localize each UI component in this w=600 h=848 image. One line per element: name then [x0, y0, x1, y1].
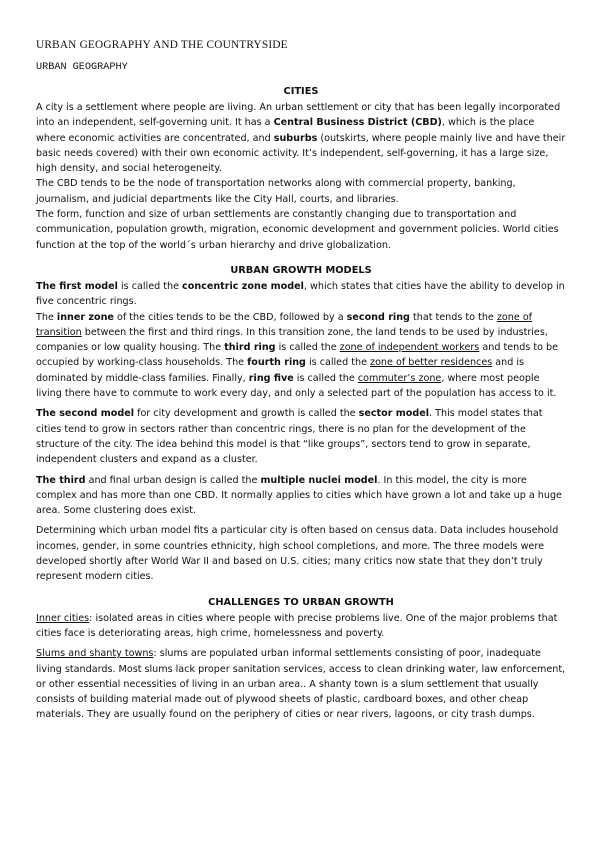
bold-term: sector model: [358, 408, 430, 420]
text-run: and tends to be occupied by working-class households. The: [36, 342, 559, 369]
text-run: that tends to the: [409, 311, 497, 323]
text-run: A city is a settlement where people are living. An urban settlement or city that has been legally incorporated into an independent, self-governing unit. It has a: [36, 102, 561, 129]
bold-term: third ring: [224, 342, 276, 354]
bold-term: concentric zone model: [182, 280, 304, 292]
underlined-term: Slums and shanty towns: [36, 648, 154, 660]
underlined-term: Inner cities: [36, 612, 90, 624]
bold-term: The second model: [36, 408, 135, 420]
bold-term: The first model: [36, 280, 118, 292]
challenges-heading: CHALLENGES TO URBAN GROWTH: [208, 596, 394, 608]
text-run: : slums are populated urban informal settlements consisting of poor, inadequate living standards. Most slums lack proper sanitation services, access to clean drinking water, law enforcement, or other essential necessities of living in an urban area.. A shanty town is a slum settlement that usually consists of building material made out of plywood sheets of plastic, cardboard boxes, and other cheap materials. They are usually found on the periphery of cities or near rivers, lagoons, or city trash dumps.: [36, 648, 566, 721]
text-run: . In this model, the city is more complex and has more than one CBD. It normally applies to cities which have grown a lot and take up a huge area. Some clustering does exist.: [36, 474, 562, 517]
document-subtitle: URBAN GEOGRAPHY: [36, 62, 128, 73]
cities-heading: CITIES: [283, 86, 319, 97]
bold-term-cbd: Central Business District (CBD): [273, 117, 442, 129]
cities-paragraph-2: The CBD tends to be the node of transportation networks along with commercial property, banking, journalism, and judicial departments like the City Hall, courts, and libraries.: [36, 178, 516, 205]
underlined-term: commuter’s zone: [357, 372, 442, 384]
cities-paragraph-1: [36, 100, 566, 176]
text-run: : isolated areas in cities where people with precise problems live. One of the major problems that cities face is deteriorating areas, high crime, homelessness and poverty.: [36, 612, 558, 639]
text-run: (outskirts, where people mainly live and have their basic needs covered) with their own economic activity. It’s independent, self-governing, it has a large size, high density, and social heterogeneity.: [36, 132, 566, 175]
bold-term: The third: [36, 474, 86, 486]
text-run: is called the: [305, 357, 371, 369]
bold-term: inner zone: [56, 311, 114, 323]
text-run: for city development and growth is called the: [134, 408, 359, 420]
census-paragraph: Determining which urban model fits a particular city is often based on census data. Data includes household incomes, gender, in some countries ethnicity, high school completions, and more. The three models were developed shortly after World War II and based on U.S. cities; many critics now state that they don’t truly represent modern cities.: [36, 525, 559, 583]
text-run: is called the: [275, 342, 340, 354]
first-model-paragraph: [36, 279, 566, 310]
bold-term: second ring: [346, 311, 410, 323]
text-run: The: [36, 311, 57, 323]
text-run: is called the: [117, 280, 183, 292]
rings-paragraph: [36, 310, 566, 402]
text-run: of the cities tends to be the CBD, followed by a: [113, 311, 347, 323]
text-run: , which states that cities have the ability to develop in five concentric rings.: [36, 280, 565, 308]
second-model-paragraph: [36, 406, 566, 467]
cities-paragraph-3: The form, function and size of urban settlements are constantly changing due to transportation and communication, population growth, migration, economic development and government policies. World cities function at the top of the world´s urban hierarchy and drive globalization.: [36, 209, 559, 251]
underlined-term: zone of transition: [36, 311, 533, 338]
text-run: and is dominated by middle-class families. Finally,: [36, 357, 525, 384]
text-run: , which is the place where economic activities are concentrated, and: [36, 117, 535, 144]
bold-term: fourth ring: [247, 357, 306, 369]
text-run: , where most people living there have to commute to work every day, and only a selected part of the population has access to it.: [36, 372, 557, 400]
slums-paragraph: [36, 646, 566, 722]
bold-term-suburbs: suburbs: [273, 132, 318, 144]
text-run: is called the: [293, 372, 358, 384]
underlined-term: zone of better residences: [370, 357, 493, 369]
bold-term: multiple nuclei model: [260, 474, 378, 486]
models-heading: URBAN GROWTH MODELS: [230, 264, 372, 276]
third-model-paragraph: [36, 473, 566, 519]
document-title: URBAN GEOGRAPHY AND THE COUNTRYSIDE: [36, 39, 288, 51]
inner-cities-paragraph: [36, 611, 566, 642]
text-run: between the first and third rings. In this transition zone, the land tends to be used by industries, companies or low quality housing. The: [36, 326, 548, 354]
bold-term: ring five: [248, 372, 294, 384]
text-run: . This model states that cities tend to grow in sectors rather than concentric rings, there is no plan for the development of the structure of the city. The idea behind this model is that “like groups”, sectors tend to grow in separate, independent clusters and expand as a cluster.: [36, 408, 543, 466]
text-run: and final urban design is called the: [85, 474, 261, 486]
underlined-term: zone of independent workers: [339, 342, 480, 354]
